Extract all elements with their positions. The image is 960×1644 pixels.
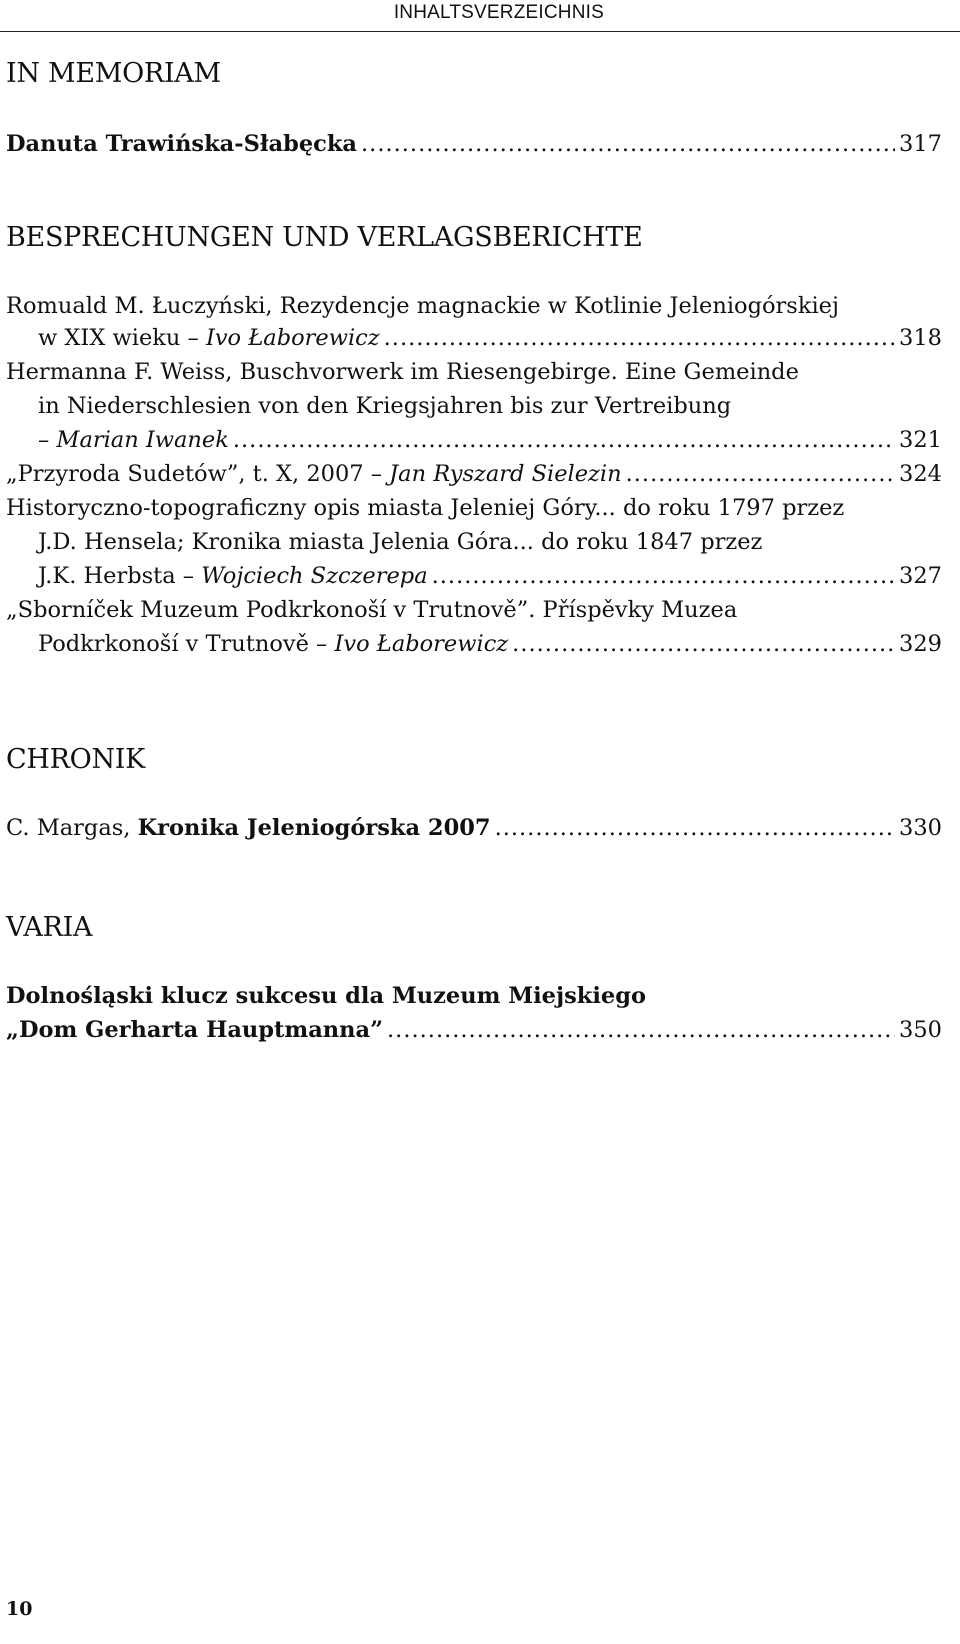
section-title-chronik: CHRONIK <box>6 744 146 775</box>
entry-page: 327 <box>899 563 942 589</box>
entry-page: 329 <box>899 631 942 657</box>
toc-entry-line <box>6 980 942 1012</box>
toc-entry[interactable] <box>6 128 942 160</box>
toc-entry-line <box>38 390 942 422</box>
entry-page: 330 <box>899 815 942 841</box>
running-title: INHALTSVERZEICHNIS <box>393 2 604 23</box>
entry-page: 321 <box>899 427 942 453</box>
entry-text: w XIX wieku – Ivo Łaborewicz <box>38 325 380 351</box>
toc-entry-line <box>6 492 942 524</box>
toc-entry-line <box>6 290 942 322</box>
entry-author: C. Margas, <box>6 815 138 841</box>
entry-title: „Dom Gerharta Hauptmanna” <box>6 1017 384 1043</box>
toc-entry[interactable] <box>38 628 942 660</box>
entry-text: Historyczno-topograficzny opis miasta Jeleniej Góry... do roku 1797 przez <box>6 495 845 521</box>
entry-text: J.D. Hensela; Kronika miasta Jelenia Góra... do roku 1847 przez <box>38 529 763 555</box>
section-title-varia: VARIA <box>6 912 93 943</box>
leader-dots <box>495 812 895 844</box>
entry-page: 350 <box>899 1017 942 1043</box>
entry-text: Romuald M. Łuczyński, Rezydencje magnackie w Kotlinie Jeleniogórskiej <box>6 293 839 319</box>
section-title-reviews: BESPRECHUNGEN UND VERLAGSBERICHTE <box>6 222 643 253</box>
page-number: 10 <box>6 1598 33 1620</box>
leader-dots <box>361 128 895 160</box>
entry-author: Danuta Trawińska-Słabęcka <box>6 131 358 157</box>
entry-text <box>6 812 491 844</box>
toc-entry[interactable] <box>38 424 942 456</box>
leader-dots <box>626 458 895 490</box>
leader-dots <box>384 322 895 354</box>
entry-author: Ivo Łaborewicz <box>205 325 380 351</box>
leader-dots <box>387 1014 895 1046</box>
entry-text: in Niederschlesien von den Kriegsjahren bis zur Vertreibung <box>38 393 732 419</box>
toc-entry[interactable] <box>6 458 942 490</box>
running-head <box>0 0 960 32</box>
entry-author: Wojciech Szczerepa <box>201 563 428 589</box>
leader-dots <box>512 628 895 660</box>
toc-entry-line <box>6 356 942 388</box>
leader-dots <box>233 424 895 456</box>
toc-entry[interactable] <box>38 322 942 354</box>
toc-entry[interactable] <box>6 812 942 844</box>
toc-entry[interactable] <box>6 1014 942 1046</box>
section-title-in-memoriam: IN MEMORIAM <box>6 58 221 89</box>
entry-text: Podkrkonoší v Trutnově – Ivo Łaborewicz <box>38 631 509 657</box>
toc-entry[interactable] <box>38 560 942 592</box>
entry-text: „Sborníček Muzeum Podkrkonoší v Trutnově”. Příspěvky Muzea <box>6 597 738 623</box>
entry-author: Jan Ryszard Sielezin <box>389 461 622 487</box>
entry-title: Dolnośląski klucz sukcesu dla Muzeum Miejskiego <box>6 983 646 1009</box>
entry-page: 324 <box>899 461 942 487</box>
entry-author: Marian Iwanek <box>56 427 229 453</box>
toc-entry-line <box>6 594 942 626</box>
entry-page: 318 <box>899 325 942 351</box>
entry-text: „Przyroda Sudetów”, t. X, 2007 – Jan Ryszard Sielezin <box>6 461 622 487</box>
entry-title: Kronika Jeleniogórska 2007 <box>137 815 491 841</box>
entry-text: J.K. Herbsta – Wojciech Szczerepa <box>38 563 428 589</box>
entry-text: – Marian Iwanek <box>38 427 229 453</box>
entry-author: Ivo Łaborewicz <box>334 631 509 657</box>
leader-dots <box>432 560 895 592</box>
toc-entry-line <box>38 526 942 558</box>
entry-page: 317 <box>899 131 942 157</box>
entry-text: Hermanna F. Weiss, Buschvorwerk im Riesengebirge. Eine Gemeinde <box>6 359 799 385</box>
